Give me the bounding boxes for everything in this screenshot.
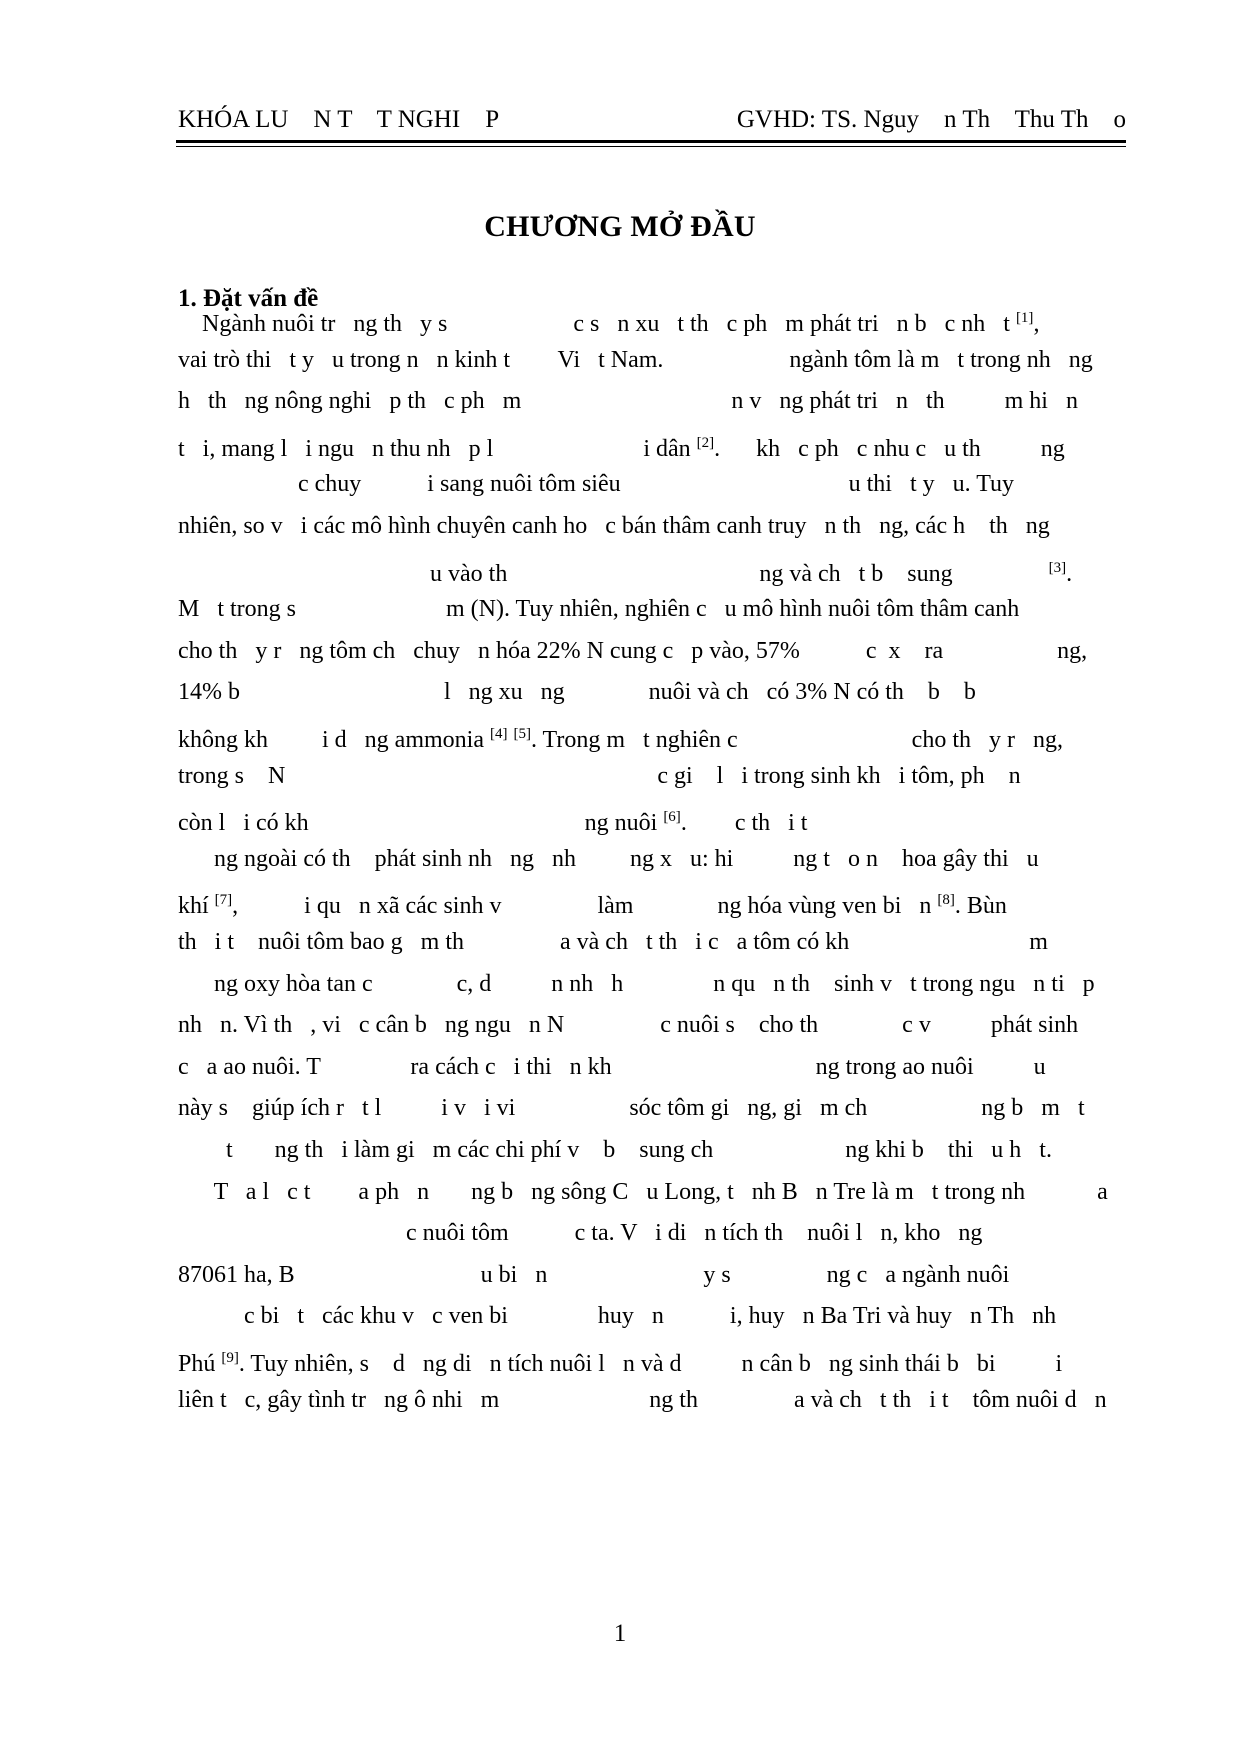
body-line: T a l c t a ph n ng b ng sông C u Long, t nh B n Tre là m t trong nh a	[178, 1178, 1108, 1205]
body-line: 87061 ha, B u bi n y s ng c a ngành nuôi	[178, 1261, 1010, 1288]
header-rule-thick	[176, 140, 1126, 143]
body-line: khí [7], i qu n xã các sinh v làm ng hóa vùng ven bi n [8]. Bùn	[178, 892, 1007, 920]
header-bar	[176, 106, 1126, 140]
body-line: ng oxy hòa tan c c, d n nh h n qu n th sinh v t trong ngu n ti p	[178, 970, 1095, 997]
chapter-title: CHƯƠNG MỞ ĐẦU	[484, 210, 756, 243]
body-line: t ng th i làm gi m các chi phí v b sung ch ng khi b thi u h t.	[178, 1137, 1052, 1163]
body-line: không kh i d ng ammonia [4] [5]. Trong m t nghiên c cho th y r ng,	[178, 726, 1063, 753]
body-line: c a ao nuôi. T ra cách c i thi n kh ng trong ao nuôi u	[178, 1053, 1046, 1080]
body-line: vai trò thi t y u trong n n kinh t Vi t Nam. ngành tôm là m t trong nh ng	[178, 346, 1093, 373]
body-line: t i, mang l i ngu n thu nh p l i dân [2]. kh c ph c nhu c u th ng	[178, 434, 1065, 462]
header-advisor-label: GVHD: TS. Nguy n Th Thu Th o	[736, 106, 1126, 133]
page-number: 1	[613, 1620, 627, 1647]
body-line: nhiên, so v i các mô hình chuyên canh ho c bán thâm canh truy n th ng, các h th ng	[178, 513, 1050, 539]
body-line: còn l i có kh ng nuôi [6]. c th i t	[178, 809, 808, 837]
body-line: h th ng nông nghi p th c ph m n v ng phát tri n th m hi n	[178, 388, 1078, 415]
body-line: c nuôi tôm c ta. V i di n tích th nuôi l n, kho ng	[178, 1220, 983, 1247]
body-line: Phú [9]. Tuy nhiên, s d ng di n tích nuôi l n và d n cân b ng sinh thái b bi i	[178, 1350, 1063, 1377]
section-heading: 1. Đặt vấn đề	[178, 285, 319, 312]
body-line: th i t nuôi tôm bao g m th a và ch t th i c a tôm có kh m	[178, 929, 1048, 955]
body-line: u vào th ng và ch t b sung [3].	[178, 559, 1073, 587]
body-line: trong s N c gi l i trong sinh kh i tôm, ph n	[178, 762, 1021, 789]
body-line: c chuy i sang nuôi tôm siêu u thi t y u. Tuy	[178, 471, 1015, 498]
body-line: nh n. Vì th , vi c cân b ng ngu n N c nuôi s cho th c v phát sinh	[178, 1012, 1079, 1039]
body-line: M t trong s m (N). Tuy nhiên, nghiên c u mô hình nuôi tôm thâm canh	[178, 596, 1020, 623]
body-line: liên t c, gây tình tr ng ô nhi m ng th a và ch t th i t tôm nuôi d n	[178, 1386, 1107, 1413]
body-line: Ngành nuôi tr ng th y s c s n xu t th c ph m phát tri n b c nh t [1],	[178, 310, 1040, 337]
body-line: này s giúp ích r t l i v i vi sóc tôm gi ng, gi m ch ng b m t	[178, 1095, 1085, 1122]
header-rule-thin	[176, 146, 1126, 147]
body-line: cho th y r ng tôm ch chuy n hóa 22% N cung c p vào, 57% c x ra ng,	[178, 637, 1088, 664]
header-thesis-label: KHÓA LU N T T NGHI P	[178, 106, 500, 133]
body-line: ng ngoài có th phát sinh nh ng nh ng x u: hi ng t o n hoa gây thi u	[178, 845, 1039, 872]
body-line: 14% b l ng xu ng nuôi và ch có 3% N có th b b	[178, 679, 976, 706]
body-line: c bi t các khu v c ven bi huy n i, huy n Ba Tri và huy n Th nh	[178, 1303, 1057, 1330]
